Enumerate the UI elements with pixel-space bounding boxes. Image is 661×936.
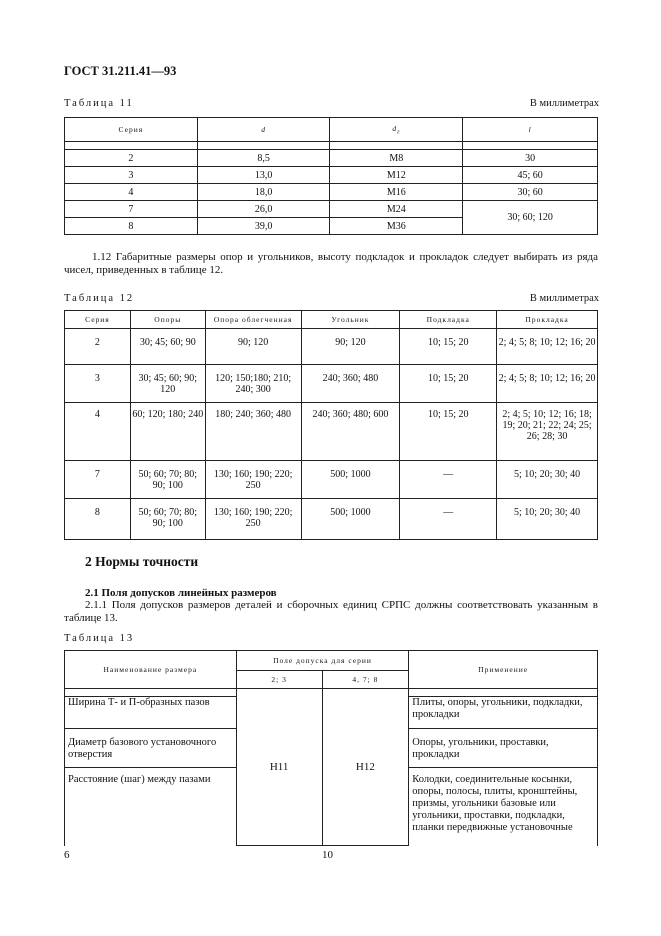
table12-cell: 50; 60; 70; 80; 90; 100 [130,499,205,540]
table12-cell: 3 [65,365,131,403]
table12-cell: 2 [65,329,131,365]
table13-col-tolerance: Поле допуска для серии [236,651,409,671]
table12-cell: 5; 10; 20; 30; 40 [497,461,598,499]
table12 [64,310,598,540]
table-row [65,461,598,499]
paragraph-1-12: 1.12 Габаритные размеры опор и угольников, высоту подкладок и прокладок следует выбирать из ряда чисел, приведенных в таблице 12. [64,251,598,276]
document-code: ГОСТ 31.211.41—93 [64,64,177,78]
table11-cell: M24 [330,201,463,218]
table-row [65,329,598,365]
table11-cell: M8 [330,150,463,167]
table13-col-name: Наименование размера [65,651,237,689]
section-2-1-title: 2.1 Поля допусков линейных размеров [85,587,277,599]
table13-col-application: Применение [409,651,598,689]
table12-col-angle: Угольник [301,311,400,329]
table11-cell-merged: 30; 60; 120 [463,201,598,235]
table12-col-pad: Подкладка [400,311,497,329]
table11-caption: Таблица 11 [64,98,134,109]
table11-cell: 3 [65,167,198,184]
table12-col-light-support: Опора облегченная [205,311,301,329]
table11-unit: В миллиметрах [529,98,599,109]
table11-col-dr-label: d [392,123,398,133]
table11-cell: 30 [463,150,598,167]
table11-cell: 8,5 [197,150,330,167]
table12-cell: 30; 45; 60; 90 [130,329,205,365]
table12-col-supports: Опоры [130,311,205,329]
table11-col-d: d [197,118,330,142]
table13-caption: Таблица 13 [64,633,135,644]
table13-col-series-2-3: 2; 3 [236,671,322,689]
table12-header-row [65,311,598,329]
table11-cell: 18,0 [197,184,330,201]
table13-row-application: Плиты, опоры, угольники, подкладки, прокладки [409,697,598,729]
table12-cell: 500; 1000 [301,461,400,499]
table11-col-l: l [463,118,598,142]
table12-col-shim: Прокладка [497,311,598,329]
section-2-title: 2 Нормы точности [85,554,199,569]
table12-cell: 120; 150;180; 210; 240; 300 [205,365,301,403]
table12-cell: 500; 1000 [301,499,400,540]
table12-col-series: Серия [65,311,131,329]
table12-cell: 90; 120 [301,329,400,365]
table11-cell: 4 [65,184,198,201]
table12-cell: 10; 15; 20 [400,329,497,365]
table12-cell: 30; 45; 60; 90; 120 [130,365,205,403]
table12-cell: 180; 240; 360; 480 [205,403,301,461]
table11 [64,117,598,235]
table12-cell: 130; 160; 190; 220; 250 [205,461,301,499]
table12-cell: — [400,499,497,540]
table-row [65,184,598,201]
table11-cell: 7 [65,201,198,218]
table12-cell: 7 [65,461,131,499]
table12-cell: 130; 160; 190; 220; 250 [205,499,301,540]
table11-cell: 30; 60 [463,184,598,201]
table12-cell: 10; 15; 20 [400,403,497,461]
table12-cell: 8 [65,499,131,540]
table11-cell: M16 [330,184,463,201]
table12-cell: 2; 4; 5; 10; 12; 16; 18; 19; 20; 21; 22; 24; 25; 26; 28; 30 [497,403,598,461]
table11-cell: 39,0 [197,218,330,235]
table13-row-name: Диаметр базового установочного отверстия [65,729,237,768]
table12-cell: 90; 120 [205,329,301,365]
table13-tol-h11: H11 [236,689,322,846]
table11-cell: 26,0 [197,201,330,218]
table-row [65,403,598,461]
table13-tol-h12: H12 [322,689,409,846]
table11-cell: M36 [330,218,463,235]
table12-cell: 60; 120; 180; 240 [130,403,205,461]
table-row [65,499,598,540]
table11-cell: 8 [65,218,198,235]
table12-caption: Таблица 12 [64,293,135,304]
table11-header-row [65,118,598,142]
table12-unit: В миллиметрах [529,293,599,304]
table-row [65,201,598,218]
table12-cell: 10; 15; 20 [400,365,497,403]
table11-col-series: Серия [65,118,198,142]
page-number-center: 10 [322,849,333,861]
table11-cell: 45; 60 [463,167,598,184]
table13-row-application: Колодки, соединительные косынки, опоры, полосы, плиты, кронштейны, призмы, угольники базовые или угольники, проставки, подкладки, планки передвижные установочные [409,768,598,846]
table12-cell: 240; 360; 480; 600 [301,403,400,461]
table-row [65,365,598,403]
table11-cell: 2 [65,150,198,167]
table13-row-application: Опоры, угольники, проставки, прокладки [409,729,598,768]
table11-cell: M12 [330,167,463,184]
table13-col-series-4-7-8: 4, 7; 8 [322,671,409,689]
table-row [65,167,598,184]
table13 [64,650,598,846]
paragraph-2-1-1: 2.1.1 Поля допусков размеров деталей и сборочных единиц СРПС должны соответствовать указанным в таблице 13. [64,599,598,624]
table12-cell: 4 [65,403,131,461]
table11-cell: 13,0 [197,167,330,184]
table12-cell: — [400,461,497,499]
table12-cell: 240; 360; 480 [301,365,400,403]
table13-header-row [65,651,598,671]
table13-row-name: Ширина Т- и П-образных пазов [65,697,237,729]
table12-cell: 2; 4; 5; 8; 10; 12; 16; 20 [497,329,598,365]
table11-col-dr-sub: г [397,129,401,136]
table11-col-dr [330,118,463,142]
table12-cell: 2; 4; 5; 8; 10; 12; 16; 20 [497,365,598,403]
page-number-left: 6 [64,849,70,861]
table12-cell: 50; 60; 70; 80; 90; 100 [130,461,205,499]
table12-cell: 5; 10; 20; 30; 40 [497,499,598,540]
table13-row-name: Расстояние (шаг) между пазами [65,768,237,846]
table-row [65,150,598,167]
